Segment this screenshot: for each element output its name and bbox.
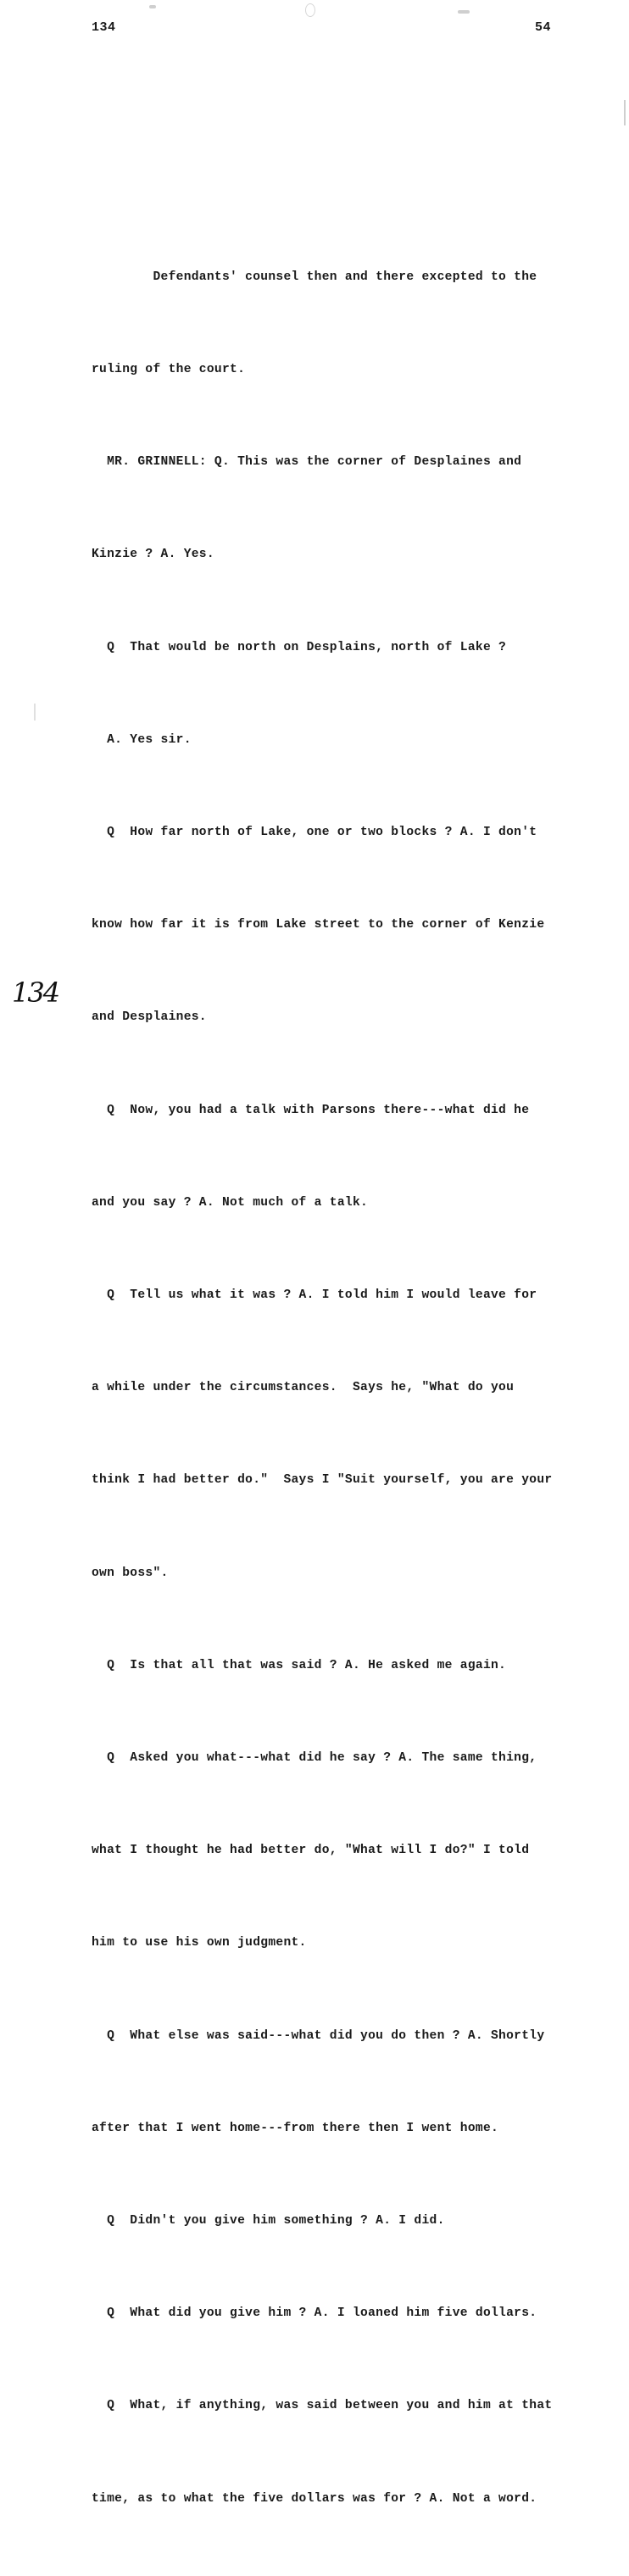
transcript-line: Q That would be north on Desplains, north of Lake ?: [92, 640, 507, 654]
transcript-line: MR. GRINNELL: Q. This was the corner of Desplaines and: [92, 455, 522, 470]
transcript-line: and Desplaines.: [92, 1010, 207, 1025]
scan-mark: [34, 704, 36, 721]
transcript-line: know how far it is from Lake street to the corner of Kenzie: [92, 918, 545, 932]
transcript-line: Q Is that all that was said ? A. He asked me again.: [92, 1658, 507, 1672]
transcript-line: Defendants' counsel then and there excepted to the: [92, 270, 537, 284]
scan-mark: [305, 3, 315, 17]
scan-mark: [458, 10, 470, 14]
transcript-line: Q What did you give him ? A. I loaned him five dollars.: [92, 2306, 537, 2321]
page-number-left: 134: [92, 20, 116, 35]
transcript-line: Q Didn't you give him something ? A. I did.: [92, 2214, 445, 2228]
transcript-line: Q How far north of Lake, one or two blocks ? A. I don't: [92, 826, 537, 840]
scan-mark: [149, 5, 156, 8]
transcript-line: Q Now, you had a talk with Parsons there---what did he: [92, 1103, 530, 1117]
transcript-line: own boss".: [92, 1566, 169, 1580]
transcript-line: what I thought he had better do, "What will I do?" I told: [92, 1844, 530, 1858]
transcript-line: think I had better do." Says I "Suit yourself, you are your: [92, 1473, 553, 1488]
transcript-line: after that I went home---from there then I went home.: [92, 2121, 499, 2135]
transcript-line: Q What else was said---what did you do then ? A. Shortly: [92, 2028, 545, 2043]
transcript-body: [92, 200, 583, 2576]
transcript-line: Q Tell us what it was ? A. I told him I would leave for: [92, 1288, 537, 1303]
scan-mark: [624, 100, 626, 125]
page-number-right: 54: [535, 20, 552, 35]
handwritten-page-number: 134: [12, 976, 59, 1009]
transcript-line: Q Asked you what---what did he say ? A. The same thing,: [92, 1751, 537, 1766]
transcript-line: ruling of the court.: [92, 363, 246, 377]
transcript-line: a while under the circumstances. Says he, "What do you: [92, 1381, 515, 1395]
transcript-line: him to use his own judgment.: [92, 1936, 307, 1950]
transcript-line: Q What, if anything, was said between you and him at that: [92, 2399, 553, 2413]
transcript-line: A. Yes sir.: [92, 732, 192, 747]
transcript-line: Kinzie ? A. Yes.: [92, 548, 214, 562]
transcript-line: and you say ? A. Not much of a talk.: [92, 1195, 369, 1210]
transcript-line: time, as to what the five dollars was for ? A. Not a word.: [92, 2491, 537, 2506]
